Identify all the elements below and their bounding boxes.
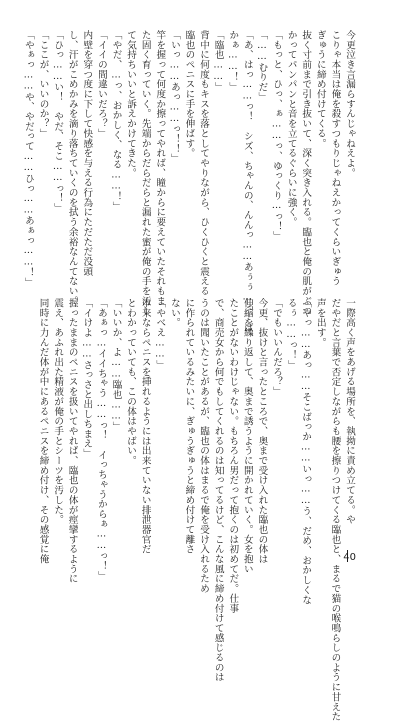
- text-line: るぅ……っ！」: [285, 298, 297, 370]
- text-line: 「やっ……あっ……そこばっか……いっ……う、だめ、おかしくな: [300, 298, 312, 605]
- text-line: 声を出す。: [314, 298, 326, 348]
- text-line: 「あぁっ…イイちゃう……っ！ イっちゃうからぁ……っ！」: [95, 298, 107, 581]
- text-line: だやだと言葉で否定しながらも腰を擦りつけてくる臨也と、まるで猫の喉鳴らしのように甘えた: [329, 298, 341, 722]
- text-line: 「……むりだ」: [256, 30, 268, 102]
- text-line: 「ひっ……い！ やだ、そこ……っ！」: [52, 30, 64, 213]
- text-line: 同時に力んだ体が中にあるペニスを締め付け、その感覚に俺: [37, 298, 49, 564]
- text-line: 「イイの間違いだろ？」: [95, 30, 107, 139]
- text-line: 握ったままのペニスを扱いてやれば、臨也の体が痙攣するように: [66, 298, 78, 584]
- text-line: 今更泣き言漏らすんじゃねえよ。: [344, 30, 355, 178]
- text-line: 今更、抜けと言ったところで、奥まで受け入れた臨也の体は: [256, 298, 268, 564]
- text-line: ない。: [168, 298, 180, 328]
- text-line: 「やぁっ……や、やだって……ひっ……あぁっ……！」: [22, 30, 34, 288]
- text-line: た固く育っていく。先端からだらだらと漏れた蜜が俺の手を汚し: [139, 30, 151, 316]
- text-line: 「あ、はっ……っ！ シズ、ちゃんの、んんっ……あぅぅ…っ、ば、: [241, 30, 253, 343]
- text-line: 背中に何度もキスを落としてやりながら、ひくひくと震える: [198, 30, 210, 296]
- text-line: 本来ならペニスを挿れるようには出来ていない排泄器官だ: [139, 298, 151, 555]
- text-line: 「イけよ……さっさと出しちまえ」: [81, 298, 93, 459]
- text-line: とわかっていても、この体はやばい。: [125, 298, 137, 466]
- text-line: 「いっ……あっ……っ！！」: [168, 30, 180, 164]
- text-line: 「でもいいんだろ？」: [271, 298, 283, 397]
- text-line: 内壁を穿つ度に下して快感を与える行為にただただ没頭: [81, 30, 93, 277]
- text-line: こりゃ本当は俺を殺すつもりじゃねえかってくらいぎゅう: [329, 30, 341, 287]
- text-line: たことがないわけじゃない。もちろん男だって抱くのは初めてだ。仕事: [227, 298, 239, 614]
- text-line: 「臨也……」: [212, 30, 224, 92]
- text-line: て気持ちいいと訴えかけてきた。: [125, 30, 137, 178]
- page-number: 40: [343, 552, 356, 563]
- text-line: 「やだ、…っ、おかしく、なる……！」: [110, 30, 122, 212]
- text-line: 「ここが、いいのか？」: [37, 30, 49, 139]
- text-line: に作られているみたいに、ぎゅうぎゅうと締め付けて離さ: [183, 298, 195, 555]
- text-line: かってパンパンと音を立てるぐらいに強く。: [285, 30, 297, 227]
- text-line: 「やべえ……」: [154, 298, 166, 370]
- text-line: かぁ……！」: [227, 30, 239, 92]
- text-line: 「もっと、ひっ、ぁ……っ、ゆっくり…っ！」: [271, 30, 283, 242]
- text-line: 竿を握って何度か擦ってやれば、瞳からに要えていたそれもま: [154, 30, 166, 306]
- text-line: 抜く寸前まで引き抜いて、深く突き入れる。臨也と俺の肌がぶつ: [300, 30, 312, 316]
- text-line: 臨也のペニスに手を伸ばす。: [183, 30, 195, 159]
- text-line: 「いいか、よ……臨也……」: [110, 298, 122, 432]
- text-line: 伸縮を繰り返して、奥まで誘うように開かれていく。女を抱い: [241, 298, 253, 574]
- text-line: で、商売女から何でもしてくれるのは知ってるけど、こんな風に締め付けて感じるのは: [212, 298, 224, 683]
- text-line: 一際高く声をあげる場所を、執拗に責め立てる。や: [344, 298, 355, 525]
- text-line: し、汗がこめかみを滴り落ちていくのを拭う余裕なんてない。: [66, 30, 78, 306]
- text-line: ぎゅうに締め付けてくる。: [314, 30, 326, 149]
- text-line: うのは聞いたことがあるが、臨也の体はまるで俺を受け入れるため: [198, 298, 210, 594]
- text-line: 震え、あふれ出た精液が俺の手とシーツを汚した。: [52, 298, 64, 525]
